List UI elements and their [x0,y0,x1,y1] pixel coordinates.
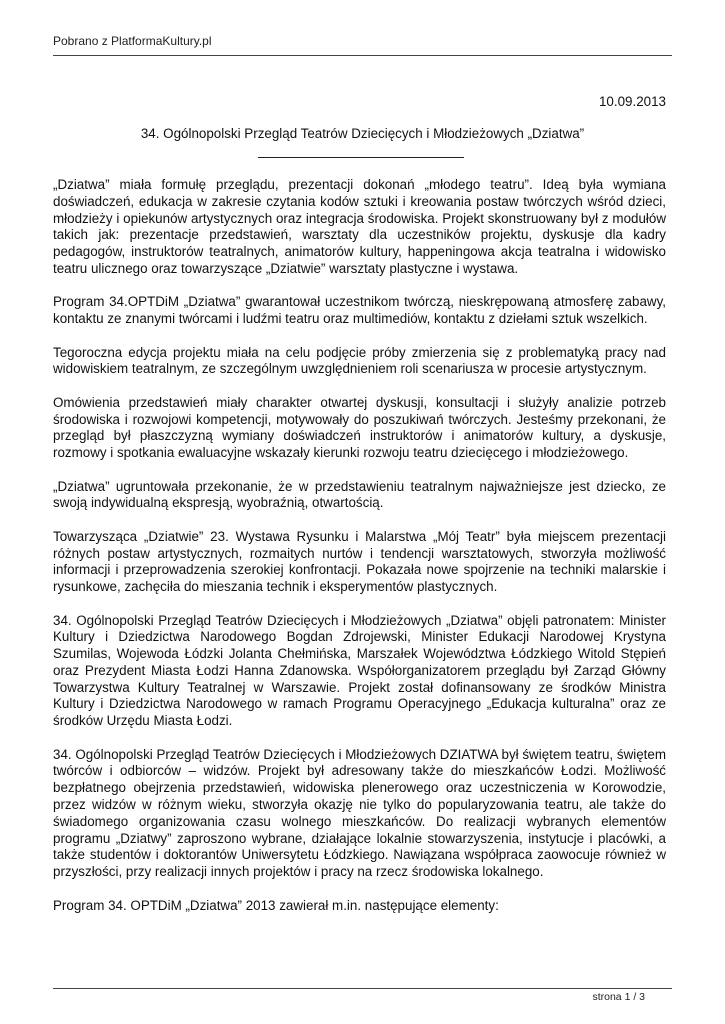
body-paragraph: „Dziatwa” miała formułę przeglądu, prezentacji dokonań „młodego teatru”. Ideą była wymiana doświadczeń, edukacja w zakresie czytania kodów sztuki i kreowania postaw twórczych wśród dzieci, młodzieży i opiekunów artystycznych oraz integracja środowiska. Projekt skonstruowany był z modułów takich jak: prezentacje przedstawień, warsztaty dla uczestników projektu, dyskusje dla kadry pedagogów, instruktorów teatralnych, animatorów kultury, happeningowa akcja teatralna i widowisko teatru ulicznego oraz towarzyszące „Dziatwie” warsztaty plastyczne i wystawa. [53,177,666,276]
document-date: 10.09.2013 [598,94,666,109]
page-number: strona 1 / 3 [592,991,645,1003]
body-paragraph: Towarzysząca „Dziatwie” 23. Wystawa Rysunku i Malarstwa „Mój Teatr” była miejscem prezentacji różnych postaw artystycznych, rozmaitych nurtów i tendencji warsztatowych, stworzyła możliwość informacji i przeprowadzenia szerokiej konfrontacji. Pokazała nowe spojrzenie na techniki malarskie i rysunkowe, zachęciła do mieszania technik i eksperymentów plastycznych. [53,528,666,595]
document-body [53,177,666,931]
body-paragraph: Tegoroczna edycja projektu miała na celu podjęcie próby zmierzenia się z problematyką pracy nad widowiskiem teatralnym, ze szczególnym uwzględnieniem roli scenariusza w procesie artystycznym. [53,344,666,377]
body-paragraph: Omówienia przedstawień miały charakter otwartej dyskusji, konsultacji i służyły analizie potrzeb środowiska i rozwojowi kompetencji, motywowały do poszukiwań twórczych. Jesteśmy przekonani, że przegląd był płaszczyzną wymiany doświadczeń instruktorów i animatorów kultury, a dyskusje, rozmowy i spotkania ewaluacyjne wskazały kierunki rozwoju teatru dziecięcego i młodzieżowego. [53,394,666,461]
body-paragraph: 34. Ogólnopolski Przegląd Teatrów Dziecięcych i Młodzieżowych DZIATWA był świętem teatru, świętem twórców i odbiorców – widzów. Projekt był adresowany także do mieszkańców Łodzi. Możliwość bezpłatnego obejrzenia przedstawień, widowiska plenerowego oraz uczestniczenia w Korowodzie, przez widzów w różnym wieku, stworzyła okazję nie tylko do popularyzowania teatru, ale także do świadomego organizowania czasu wolnego mieszkańców. Do realizacji wybranych elementów programu „Dziatwy” zaproszono wybrane, działające lokalnie stowarzyszenia, instytucje i placówki, a także studentów i doktorantów Uniwersytetu Łódzkiego. Nawiązana współpraca zaowocuje również w przyszłości, przy realizacji innych projektów i pracy na rzecz środowiska lokalnego. [53,746,666,880]
body-paragraph: Program 34. OPTDiM „Dziatwa” 2013 zawierał m.in. następujące elementy: [53,897,499,913]
body-paragraph: Program 34.OPTDiM „Dziatwa” gwarantował uczestnikom twórczą, nieskrępowaną atmosferę zabawy, kontaktu ze znanymi twórcami i ludźmi teatru oraz multimediów, kontaktu z dziełami sztuk wszelkich. [53,294,666,327]
header-divider [53,55,672,56]
document-title: 34. Ogólnopolski Przegląd Teatrów Dziecięcych i Młodzieżowych „Dziatwa” [140,126,585,141]
body-paragraph: 34. Ogólnopolski Przegląd Teatrów Dziecięcych i Młodzieżowych „Dziatwa” objęli patronatem: Minister Kultury i Dziedzictwa Narodowego Bogdan Zdrojewski, Minister Edukacji Narodowej Krystyna Szumilas, Wojewoda Łódzki Jolanta Chełmińska, Marszałek Województwa Łódzkiego Witold Stępień oraz Prezydent Miasta Łodzi Hanna Zdanowska. Współorganizatorem przeglądu był Zarząd Główny Towarzystwa Kultury Teatralnej w Warszawie. Projekt został dofinansowany ze środków Ministra Kultury i Dziedzictwa Narodowego w ramach Programu Operacyjnego „Edukacja kulturalna” oraz ze środków Urzędu Miasta Łodzi. [53,612,666,729]
body-paragraph: „Dziatwa” ugruntowała przekonanie, że w przedstawieniu teatralnym najważniejsze jest dziecko, ze swoją indywidualną ekspresją, wyobraźnią, otwartością. [53,478,666,511]
title-underline [258,157,464,158]
source-header: Pobrano z PlatformaKultury.pl [53,34,212,48]
footer-divider [53,988,672,989]
